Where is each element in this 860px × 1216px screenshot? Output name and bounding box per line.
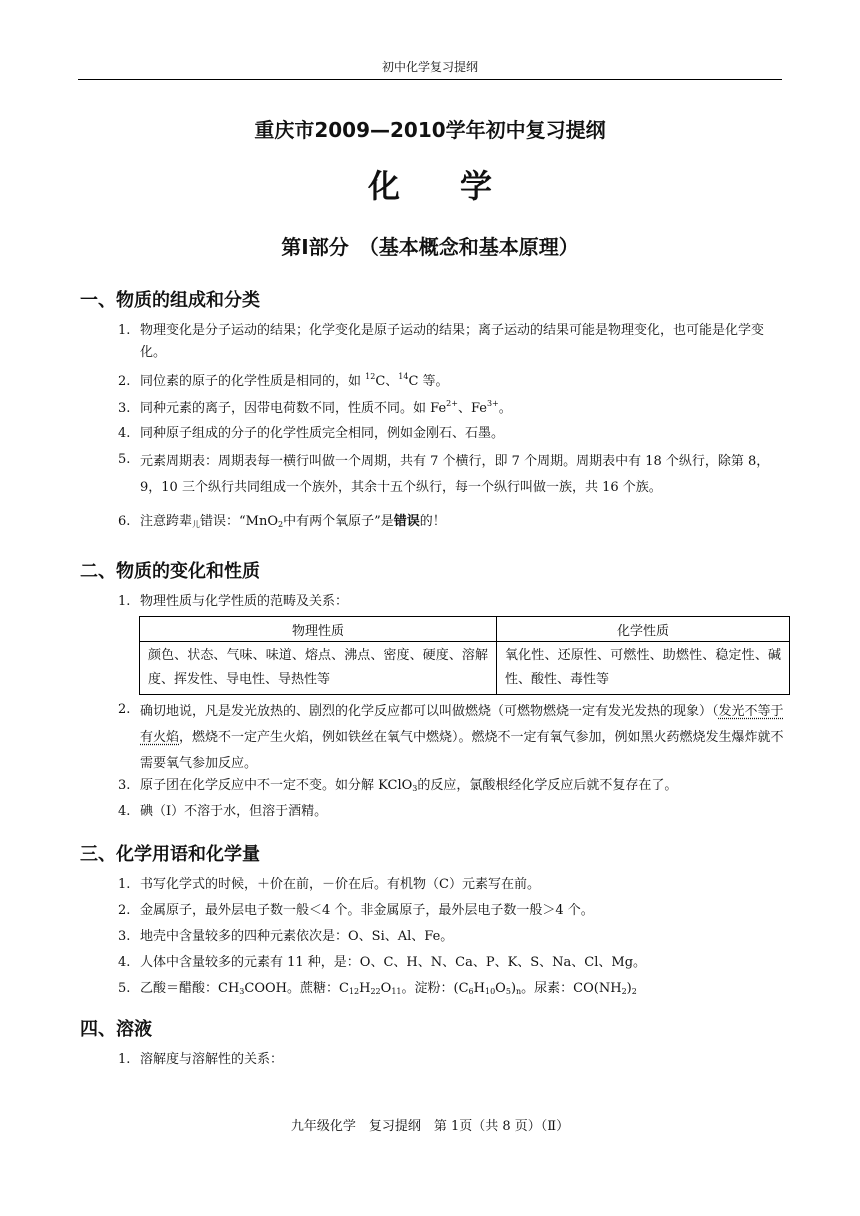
list-item	[118, 371, 788, 393]
running-header: 初中化学复习提纲	[381, 60, 478, 74]
item-number: 1.	[118, 1052, 131, 1067]
item-text: 碘（I）不溶于水，但溶于酒精。	[140, 804, 328, 819]
item-number: 2.	[118, 903, 131, 918]
item-number: 2.	[118, 374, 131, 389]
list-item	[118, 591, 788, 613]
list-item	[118, 775, 788, 797]
item-text: 人体中含量较多的元素有 11 种，是：O、C、H、N、Ca、P、K、S、Na、Cl、Mg。	[140, 955, 647, 970]
list-item	[118, 900, 788, 922]
list-item	[118, 699, 788, 777]
header-rule	[78, 79, 782, 80]
document-title: 重庆市2009—2010学年初中复习提纲	[254, 118, 606, 142]
subject-title: 化学	[367, 167, 552, 205]
item-number: 5.	[118, 452, 131, 467]
list-item	[118, 398, 788, 420]
item-number: 4.	[118, 804, 131, 819]
item-number: 1.	[118, 877, 131, 892]
item-number: 5.	[118, 981, 131, 996]
item-text: 物理变化是分子运动的结果；化学变化是原子运动的结果；离子运动的结果可能是物理变化，也可能是化学变化。	[140, 323, 765, 360]
list-item	[118, 511, 788, 533]
item-number: 1.	[118, 594, 131, 609]
item-number: 1.	[118, 323, 131, 338]
item-text: 金属原子，最外层电子数一般＜4 个。非金属原子，最外层电子数一般＞4 个。	[140, 903, 594, 918]
item-number: 3.	[118, 401, 131, 416]
list-item	[118, 423, 788, 445]
table-header-physical: 物理性质	[140, 617, 497, 642]
item-text: 注意跨辈$_儿$错误：“MnO$_2$中有两个氧原子”是错误的！	[140, 514, 446, 529]
list-item	[118, 449, 788, 501]
error-emphasis: 错误	[393, 514, 420, 529]
table-header-chemical: 化学性质	[497, 617, 790, 642]
list-item	[118, 320, 788, 364]
item-text: 确切地说，凡是发光放热的、剧烈的化学反应都可以叫做燃烧（可燃物燃烧一定有发光发热的现象）（发光不等于有火焰，燃烧不一定产生火焰，例如铁丝在氧气中燃烧）。燃烧不一定有氧气参加，例如黑火药燃烧发生爆炸就不需要氧气参加反应。	[140, 704, 784, 771]
section-heading-1: 一、物质的组成和分类	[80, 290, 260, 311]
item-text: 原子团在化学反应中不一定不变。如分解 KClO$_3$的反应，氯酸根经化学反应后就不复存在了。	[140, 778, 678, 793]
item-text: 溶解度与溶解性的关系：	[140, 1052, 284, 1067]
item-text: 同种原子组成的分子的化学性质完全相同，例如金刚石、石墨。	[140, 426, 505, 441]
list-item	[118, 801, 788, 823]
item-number: 4.	[118, 426, 131, 441]
item-number: 3.	[118, 778, 131, 793]
part-title: 第Ⅰ部分 （基本概念和基本原理）	[281, 235, 579, 259]
list-item	[118, 952, 788, 974]
list-item	[118, 874, 788, 896]
list-item	[118, 978, 788, 1000]
dotted-emphasis: 发光不等于有火焰	[140, 704, 784, 745]
item-text: 元素周期表：周期表每一横行叫做一个周期，共有 7 个横行，即 7 个周期。周期表中有 18 个纵行，除第 8，9，10 三个纵行共同组成一个族外，其余十五个纵行，每一个纵行叫做一族，共 16 个族。	[140, 454, 770, 495]
item-text: 同位素的原子的化学性质是相同的，如 $^{12}$C、$^{14}$C 等。	[140, 372, 449, 389]
table-cell-physical: 颜色、状态、气味、味道、熔点、沸点、密度、硬度、溶解度、挥发性、导电性、导热性等	[140, 642, 497, 695]
section-heading-3: 三、化学用语和化学量	[80, 844, 260, 865]
section-heading-2: 二、物质的变化和性质	[80, 561, 260, 582]
item-number: 2.	[118, 702, 131, 717]
item-number: 6.	[118, 514, 131, 529]
item-number: 3.	[118, 929, 131, 944]
list-item	[118, 1049, 788, 1071]
item-number: 4.	[118, 955, 131, 970]
item-text: 地壳中含量较多的四种元素依次是：O、Si、Al、Fe。	[140, 929, 454, 944]
item-text: 物理性质与化学性质的范畴及关系：	[140, 594, 349, 609]
item-text: 书写化学式的时候，＋价在前，－价在后。有机物（C）元素写在前。	[140, 877, 540, 892]
section-heading-4: 四、溶液	[80, 1019, 152, 1040]
table-cell-chemical: 氧化性、还原性、可燃性、助燃性、稳定性、碱性、酸性、毒性等	[497, 642, 790, 695]
page-footer: 九年级化学 复习提纲 第 1页（共 8 页）（Ⅱ）	[290, 1119, 570, 1134]
item-text: 乙酸＝醋酸：$CH_3COOH$。蔗糖：$C_{12}H_{22}O_{11}$。淀粉：$(C_6H_{10}O_5)_n$。尿素：$CO(NH_2)_2$	[140, 981, 637, 996]
properties-table	[139, 616, 790, 695]
item-text: 同种元素的离子，因带电荷数不同，性质不同。如 $Fe^{2+}$、$Fe^{3+}$。	[140, 399, 512, 416]
list-item	[118, 926, 788, 948]
